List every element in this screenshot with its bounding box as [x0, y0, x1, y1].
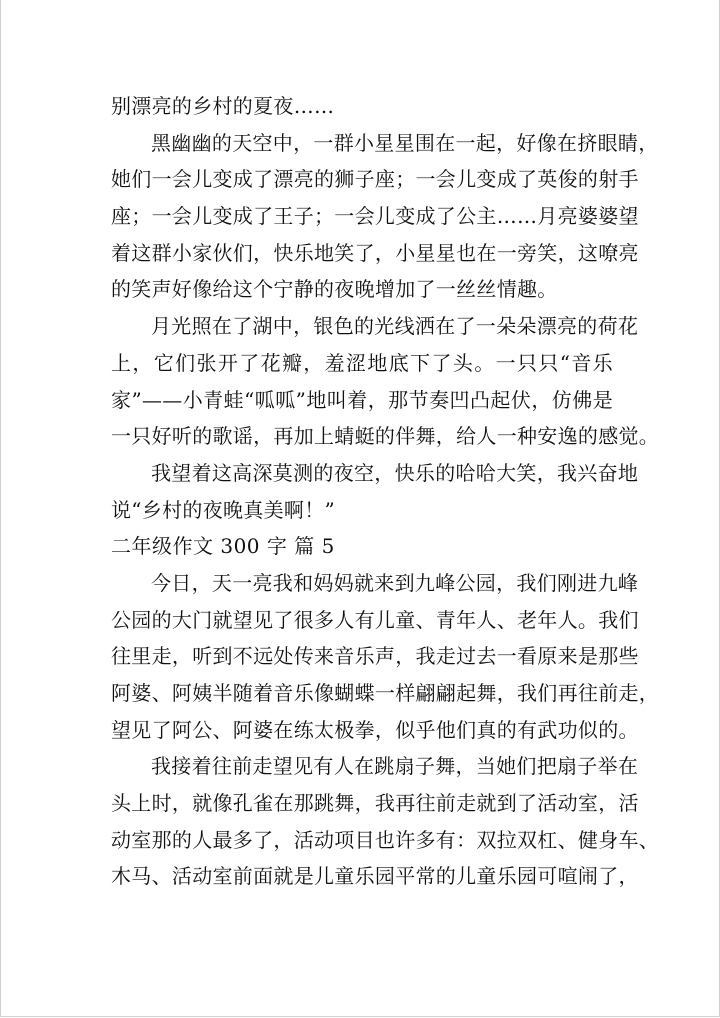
text-line: 座；一会儿变成了王子；一会儿变成了公主……月亮婆婆望 [111, 204, 639, 229]
text-line: 着这群小家伙们，快乐地笑了，小星星也在一旁笑，这嘹亮 [111, 240, 639, 265]
paragraph-first-line: 今日，天一亮我和妈妈就来到九峰公园，我们刚进九峰 [151, 570, 639, 595]
paragraph-last-line: 的笑声好像给这个宁静的夜晚增加了一丝丝情趣。 [111, 277, 558, 302]
paragraph-first-line: 月光照在了湖中，银色的光线洒在了一朵朵漂亮的荷花 [151, 314, 639, 339]
text-line: 家”——小青蛙“呱呱”地叫着，那节奏凹凸起伏，仿佛是 [111, 387, 613, 412]
document-body [111, 88, 660, 895]
text-line: 阿婆、阿姨半随着音乐像蝴蝶一样翩翩起舞，我们再往前走， [111, 681, 660, 705]
text-line: 木马、活动室前面就是儿童乐园平常的儿童乐园可喧闹了， [111, 864, 639, 889]
text-line: 她们一会儿变成了漂亮的狮子座；一会儿变成了英俊的射手 [111, 167, 639, 192]
text-line: 公园的大门就望见了很多人有儿童、青年人、老年人。我们 [111, 607, 639, 632]
paragraph-first-line: 我望着这高深莫测的夜空，快乐的哈哈大笑，我兴奋地 [151, 460, 639, 485]
paragraph-first-line: 我接着往前走望见有人在跳扇子舞，当她们把扇子举在 [151, 754, 639, 779]
text-line: 上，它们张开了花瓣，羞涩地底下了头。一只只“音乐 [111, 350, 613, 375]
paragraph-last-line: 望见了阿公、阿婆在练太极拳，似乎他们真的有武功似的。 [111, 717, 639, 742]
text-line: 动室那的人最多了，活动项目也许多有：双拉双杠、健身车、 [111, 827, 660, 852]
paragraph-first-line: 黑幽幽的天空中，一群小星星围在一起，好像在挤眼睛， [151, 130, 659, 155]
paragraph-last-line: 说“乡村的夜晚真美啊！” [111, 497, 336, 522]
section-heading: 二年级作文 300 字 篇 5 [111, 534, 335, 559]
text-line: 头上时，就像孔雀在那跳舞，我再往前走就到了活动室，活 [111, 791, 639, 816]
paragraph-last-line: 一只好听的歌谣，再加上蜻蜓的伴舞，给人一种安逸的感觉。 [111, 424, 660, 449]
text-line: 往里走，听到不远处传来音乐声，我走过去一看原来是那些 [111, 644, 639, 669]
text-line: 别漂亮的乡村的夏夜…… [111, 94, 335, 118]
